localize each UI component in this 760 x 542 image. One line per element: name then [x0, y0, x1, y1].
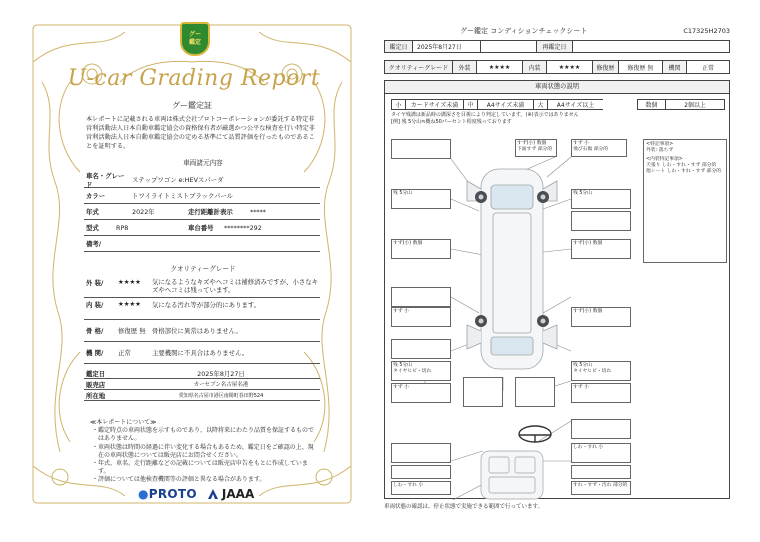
- sheet-code: C17325H2703: [683, 27, 730, 35]
- callout-box: [391, 465, 451, 479]
- frame-value: 修復歴 無: [118, 327, 146, 335]
- repair-value: 修復歴 無: [619, 61, 663, 73]
- interior-label: 内装: [523, 61, 547, 73]
- callout-box: [391, 287, 451, 307]
- label-appraisal-date: 鑑定日: [86, 369, 106, 378]
- special-text: 外装: 落ちず: [646, 148, 674, 153]
- vehicle-section-title: 車両諸元内容: [183, 159, 223, 167]
- callout-box: [463, 377, 503, 407]
- callout-box: [571, 419, 631, 439]
- report-notes: [90, 419, 318, 485]
- badge-text-2: 鑑定: [188, 39, 201, 46]
- callout-box: 残 5分山 タイヤヒビ・切れ: [571, 361, 631, 381]
- tire-note: タイヤ残溝は新品時の溝深さを目視により判定しています。(※)表示ではありません [例] 残 5分山≒概ね50パーセント程度残っております: [391, 112, 579, 125]
- sheet-title: グー鑑定 コンディションチェックシート: [460, 27, 588, 35]
- badge-text-1: グー: [188, 31, 201, 38]
- intro-text: 本レポートに記載される車両は株式会社プロトコーポレーションが委託する特定非営利活動法人日本自動車鑑定協会の資格保有者が厳選かつ公平な検査を行い特定非営利活動法人日本自動車鑑定協会の定める基準にて品質評価を行ったものであることを証明する。: [86, 116, 315, 150]
- exterior-text: 気になるようなキズやヘコミは補修済みですが、小さなキズやヘコミは残っています。: [152, 278, 319, 294]
- row-color: [84, 188, 320, 204]
- callout-box: すず(小) 数個: [391, 239, 451, 259]
- report-title: U-car Grading Report: [67, 66, 321, 91]
- date-row: [384, 40, 730, 53]
- callout-box: しわ・すれ 小: [391, 481, 451, 495]
- interior-notes: 天張り しわ・すれ・すず 部分的 他シート しわ・すれ・すず 部分的: [646, 163, 722, 174]
- engine-label: 機関: [663, 61, 687, 73]
- callout-box: すず 小: [391, 307, 451, 327]
- callout-anchor: [429, 377, 431, 379]
- condition-check-sheet: [384, 22, 730, 512]
- quality-table: [84, 276, 320, 364]
- label-interior: 内 装/: [86, 301, 104, 309]
- size-large: 大: [533, 99, 547, 110]
- callout-box: しわ・すれ 小: [571, 443, 631, 463]
- vehicle-state-box: [384, 80, 730, 499]
- callout-box: すず 小: [571, 383, 631, 403]
- label-address: 所在地: [86, 391, 106, 400]
- state-title: 車両状態の説明: [385, 81, 729, 94]
- goo-kantei-badge: [180, 22, 210, 62]
- row-address: [84, 390, 320, 401]
- frame-text: 骨格部位に異常はありません。: [152, 327, 242, 335]
- reappraisal-value: [573, 41, 729, 52]
- grade-label: クオリティーグレード: [385, 61, 453, 73]
- row-frame: [84, 320, 320, 342]
- reappraisal-label: 再鑑定日: [537, 41, 573, 52]
- value-name: ステップワゴン e:HEVスパーダ: [132, 176, 224, 184]
- callout-box: 残 5分山 タイヤヒビ・切れ: [391, 361, 451, 381]
- callout-anchor: [637, 443, 639, 445]
- callout-box: [391, 339, 451, 359]
- dealer-table: [84, 368, 320, 401]
- jaaa-mark-icon: [207, 488, 219, 500]
- callout-box: すず 小 飛び石傷 部分的: [571, 139, 627, 157]
- callout-box: [571, 211, 631, 231]
- jaaa-logo: [207, 487, 254, 501]
- value-mileage: *****: [250, 207, 266, 216]
- value-chassis: ********292: [224, 223, 262, 232]
- proto-logo-text: PROTO: [148, 487, 197, 501]
- row-model: [84, 220, 320, 236]
- callout-box: 残 5分山: [571, 189, 631, 209]
- note-item: ・鑑定時点の車両状態を示すものであり、以降将来にわたり品質を保証するものではありません。: [92, 427, 315, 443]
- exterior-value: ★★★★: [477, 61, 523, 73]
- label-frame: 骨 格/: [86, 327, 104, 335]
- row-interior: [84, 298, 320, 320]
- special-label: <特記事項>: [646, 142, 674, 147]
- note-item: ・車両状態は時間の経過に伴い変化する場合もあるため、鑑定日をご確認の上、現在の車両状態については販売店にお問合せください。: [92, 443, 314, 459]
- label-color: カラー: [86, 192, 106, 200]
- size-mid: 中: [463, 99, 477, 110]
- label-mileage: 走行距離計表示: [188, 208, 233, 216]
- engine-text: 主要機関に不具合はありません。: [152, 349, 249, 357]
- exterior-label: 外装: [453, 61, 477, 73]
- label-engine: 機 関/: [86, 349, 104, 357]
- proto-mark-icon: ●: [138, 487, 149, 501]
- notes-title: ≪本レポートについて≫: [90, 419, 157, 426]
- certificate-label: グー鑑定証: [172, 101, 212, 110]
- label-exterior: 外 装/: [86, 279, 104, 287]
- jaaa-logo-text: JAAA: [221, 487, 255, 501]
- date-spacer: [481, 41, 537, 52]
- special-notes: [643, 139, 727, 263]
- label-dealer: 販売店: [86, 380, 106, 389]
- value-dealer: カーセブン名古屋名港: [193, 382, 249, 388]
- row-appraisal-date: [84, 368, 320, 379]
- callout-box: すず(小) 数個 下面すず 部分的: [515, 139, 557, 157]
- row-name: [84, 172, 320, 188]
- date-label: 鑑定日: [385, 41, 413, 52]
- callout-box: すれ・すず・汚れ 部分的: [571, 481, 631, 495]
- row-engine: [84, 342, 320, 364]
- grading-report: [30, 22, 354, 506]
- logos: [138, 486, 288, 502]
- label-model: 型式: [86, 224, 99, 232]
- repair-label: 修復歴: [593, 61, 619, 73]
- interior-text: 気になる汚れ等が部分的にあります。: [152, 301, 261, 309]
- size-gap: [603, 99, 637, 110]
- callout-box: [571, 465, 631, 479]
- value-model: RP8: [116, 223, 129, 232]
- vehicle-table: [84, 172, 320, 252]
- size-legend: [391, 99, 725, 110]
- footer-note: 車両状態の確認は、停止状態で実施できる範囲で行っています。: [384, 504, 544, 510]
- quality-section-title: クオリティーグレード: [170, 265, 236, 273]
- callout-box: [515, 377, 555, 407]
- label-chassis: 車台番号: [188, 224, 214, 232]
- size-small: 小: [391, 99, 405, 110]
- callout-box: [391, 139, 451, 159]
- size-large-text: A4サイズ以上: [547, 99, 603, 110]
- value-year: 2022年: [132, 208, 155, 216]
- label-year: 年式: [86, 208, 99, 216]
- count-label: 数個: [637, 99, 665, 110]
- callout-box: すず 小: [391, 383, 451, 403]
- label-name: 車名・グレード: [86, 171, 125, 189]
- row-dealer: [84, 379, 320, 390]
- note-item: ・評価については他検査機関等の評価と異なる場合があります。: [92, 476, 266, 484]
- interior-notes-label: <内装特記事項>: [646, 157, 683, 162]
- size-mid-text: A4サイズ未満: [477, 99, 533, 110]
- grade-row: [384, 60, 730, 74]
- note-item: ・年式、車名、走行距離などの記載については販売店申告をもとに作成しています。: [92, 460, 308, 476]
- callout-box: すず(小) 数個: [571, 307, 631, 327]
- row-year: [84, 204, 320, 220]
- interior-value: ★★★★: [547, 61, 593, 73]
- value-color: トワイライトミストブラックパール: [132, 192, 234, 200]
- callout-box: すず(小) 数個: [571, 239, 631, 259]
- engine-value: 正常: [118, 349, 131, 357]
- interior-stars: ★★★★: [118, 300, 141, 308]
- steering-wheel-icon: [519, 426, 551, 442]
- label-remarks: 備考/: [86, 240, 102, 248]
- row-remarks: [84, 236, 320, 252]
- engine-value: 正常: [701, 64, 714, 72]
- proto-logo: [138, 487, 197, 501]
- callout-box: 残 5分山: [391, 189, 451, 209]
- date-value: 2025年8月27日: [413, 41, 481, 52]
- callout-box: [391, 443, 451, 463]
- row-exterior: [84, 276, 320, 298]
- exterior-stars: ★★★★: [118, 278, 141, 286]
- value-appraisal-date: 2025年8月27日: [197, 369, 245, 378]
- size-small-text: カードサイズ未満: [405, 99, 463, 110]
- count-text: 2個以上: [665, 99, 725, 110]
- value-address: 愛知県名古屋市港区南陽町春田野524: [178, 392, 264, 399]
